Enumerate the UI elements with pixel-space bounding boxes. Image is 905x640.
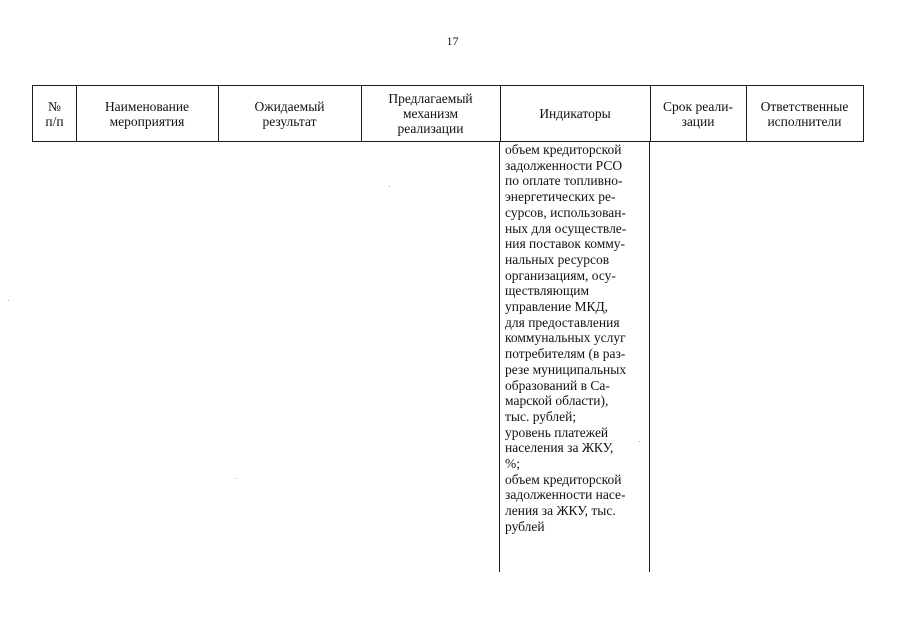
indicator-line: ления за ЖКУ, тыс. — [505, 503, 616, 519]
indicators-column-left-border — [499, 142, 500, 572]
scan-speck — [389, 186, 390, 187]
indicator-line: управление МКД, — [505, 299, 609, 315]
header-responsible — [746, 86, 863, 141]
indicator-line: энергетических ре- — [505, 189, 616, 205]
header-expected-result-line2: результат — [262, 113, 317, 129]
header-deadline — [650, 86, 746, 141]
header-mechanism-line1: Предлагаемый — [388, 91, 473, 106]
scan-speck — [235, 478, 236, 479]
indicator-line: ществляющим — [505, 283, 590, 299]
header-indicators-line1: Индикаторы — [539, 106, 611, 121]
header-responsible-line2: исполнители — [767, 113, 842, 129]
page-number: 17 — [446, 34, 459, 48]
indicator-line: тыс. рублей; — [505, 408, 577, 424]
header-responsible-line1: Ответственные — [760, 98, 849, 114]
header-number — [33, 86, 76, 141]
header-mechanism-line2: механизм — [402, 106, 459, 121]
indicator-line: рублей — [505, 518, 545, 534]
indicator-line: объем кредиторской — [505, 471, 622, 487]
indicator-line: нальных ресурсов — [505, 251, 610, 267]
indicator-line: образований в Са- — [505, 377, 610, 393]
header-activity-name-line1: Наименование — [104, 98, 190, 114]
indicator-line: ния поставок комму- — [505, 236, 626, 252]
indicators-cell-text — [505, 142, 649, 535]
indicator-line: задолженности насе- — [505, 487, 626, 503]
indicator-line: коммунальных услуг — [505, 330, 626, 346]
indicator-line: для предоставления — [505, 314, 620, 330]
header-deadline-line2: зации — [681, 113, 715, 129]
header-deadline-line1: Срок реали- — [663, 98, 733, 114]
indicator-line: потребителям (в раз- — [505, 346, 626, 362]
indicators-column-right-border — [649, 142, 650, 572]
indicator-line: населения за ЖКУ, — [505, 440, 614, 456]
header-indicators — [500, 86, 650, 141]
indicator-line: организациям, осу- — [505, 267, 616, 283]
header-number-line2: п/п — [45, 113, 64, 129]
indicator-line: по оплате топливно- — [505, 173, 623, 189]
indicator-line: сурсов, использован- — [505, 204, 626, 220]
indicator-line: задолженности РСО — [505, 157, 623, 173]
header-expected-result-line1: Ожидаемый — [254, 98, 325, 114]
table-header-row — [32, 85, 864, 142]
indicator-line: %; — [505, 456, 520, 472]
header-activity-name — [76, 86, 218, 141]
indicator-line: резе муниципальных — [505, 361, 627, 377]
header-mechanism — [361, 86, 500, 141]
header-expected-result — [218, 86, 361, 141]
scan-speck — [8, 300, 9, 301]
indicator-line: марской области), — [505, 393, 609, 409]
header-activity-name-line2: мероприятия — [109, 113, 185, 129]
indicator-line: объем кредиторской — [505, 142, 622, 157]
header-mechanism-line3: реализации — [397, 121, 464, 136]
indicator-line: уровень платежей — [505, 424, 609, 440]
indicator-line: ных для осуществле- — [505, 220, 627, 236]
header-number-line1: № — [48, 98, 61, 114]
